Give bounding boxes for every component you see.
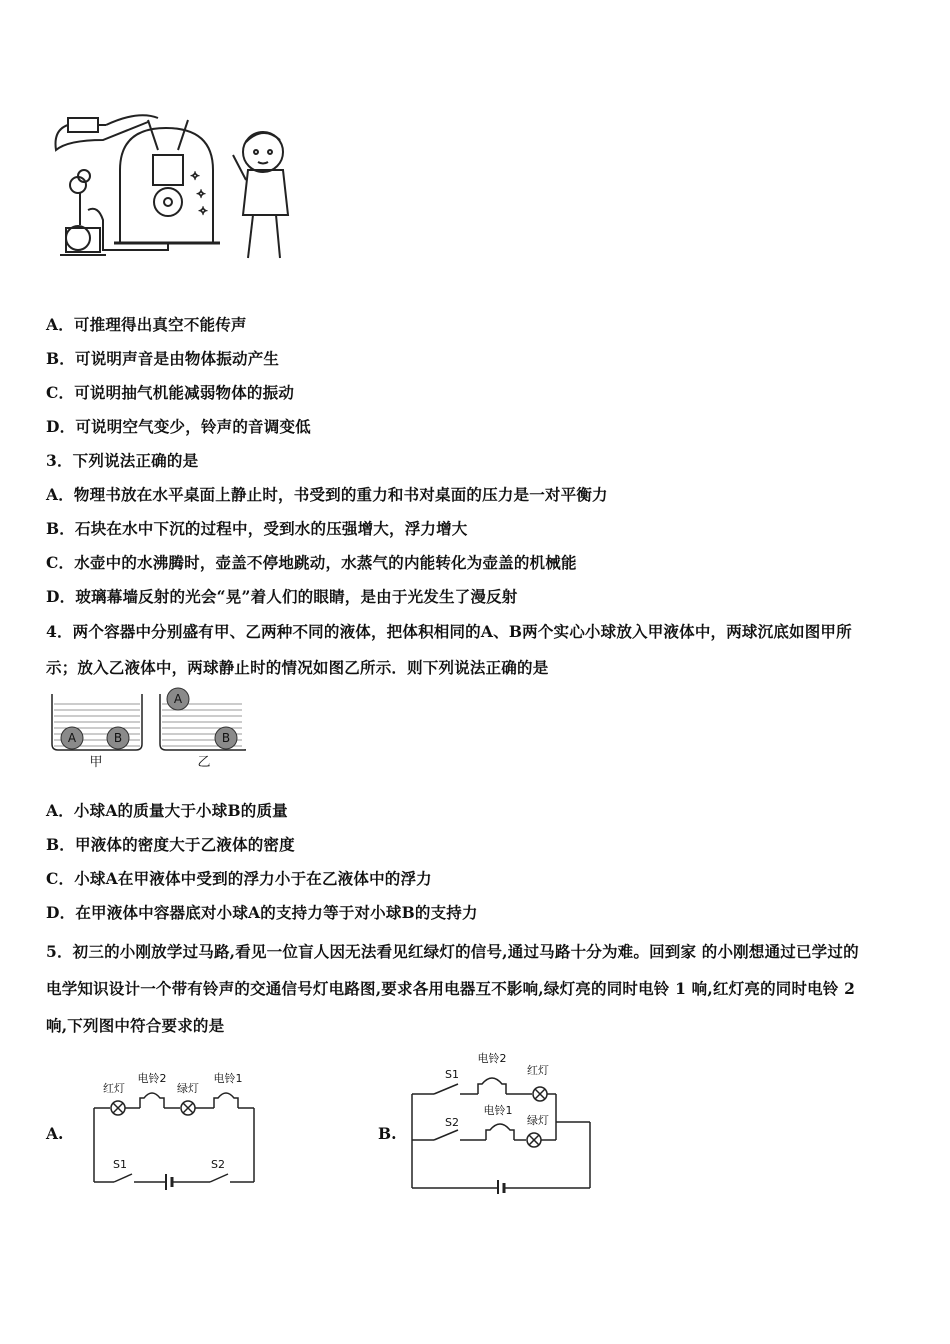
bell-jar-illustration xyxy=(48,110,300,270)
circuit-a-green-lamp-label: 绿灯 xyxy=(177,1082,199,1095)
circuit-b-s2-label: S2 xyxy=(445,1116,459,1129)
q4-option-a: A．小球A的质量大于小球B的质量 xyxy=(46,801,288,820)
circuit-b-s1-label: S1 xyxy=(445,1068,459,1081)
q5-option-b-label: B. xyxy=(378,1124,397,1143)
q4-option-b: B．甲液体的密度大于乙液体的密度 xyxy=(46,835,295,854)
q4-option-c: C．小球A在甲液体中受到的浮力小于在乙液体中的浮力 xyxy=(46,869,432,888)
circuit-a-bell1-label: 电铃1 xyxy=(213,1072,243,1085)
ball-b-jia-label: B xyxy=(113,731,123,745)
switch-b-s2-icon xyxy=(434,1130,458,1140)
circuit-a-red-lamp-label: 红灯 xyxy=(103,1082,125,1095)
q2-option-b: B．可说明声音是由物体振动产生 xyxy=(46,349,280,368)
circuit-a-s1-label: S1 xyxy=(113,1158,127,1171)
label-jia: 甲 xyxy=(89,755,103,770)
q4-stem-line1: 4．两个容器中分别盛有甲、乙两种不同的液体，把体积相同的A、B两个实心小球放入甲液体中，两球沉底如图甲所 xyxy=(46,622,852,641)
bell1-icon xyxy=(214,1093,238,1108)
bell2-b-icon xyxy=(478,1078,506,1094)
q5-stem-line3: 响,下列图中符合要求的是 xyxy=(46,1016,225,1035)
vacuum-pump xyxy=(66,226,90,250)
containers-figure xyxy=(46,684,246,770)
q2-option-c: C．可说明抽气机能减弱物体的振动 xyxy=(46,383,295,402)
svg-text:✧: ✧ xyxy=(198,204,209,218)
svg-text:✧: ✧ xyxy=(190,169,201,183)
q4-option-d: D．在甲液体中容器底对小球A的支持力等于对小球B的支持力 xyxy=(46,903,478,922)
ball-a-yi-label: A xyxy=(173,692,183,706)
bell2-icon xyxy=(140,1093,164,1108)
bell1-b-icon xyxy=(486,1124,514,1140)
q3-option-b: B．石块在水中下沉的过程中，受到水的压强增大，浮力增大 xyxy=(46,519,468,538)
q5-option-a-label: A. xyxy=(46,1124,64,1143)
q5-stem-line1: 5．初三的小刚放学过马路,看见一位盲人因无法看见红绿灯的信号,通过马路十分为难。回到家 的小刚想通过已学过的 xyxy=(46,942,859,961)
ball-b-yi-label: B xyxy=(221,731,231,745)
q4-stem-line2: 示；放入乙液体中，两球静止时的情况如图乙所示．则下列说法正确的是 xyxy=(46,658,549,677)
bell-icon xyxy=(154,188,182,216)
switch-s1-icon xyxy=(114,1174,132,1182)
svg-text:✧: ✧ xyxy=(196,187,207,201)
circuit-b xyxy=(406,1044,602,1194)
circuit-b-green-lamp-label: 绿灯 xyxy=(527,1114,549,1127)
switch-b-s1-icon xyxy=(434,1084,458,1094)
circuit-b-red-lamp-label: 红灯 xyxy=(527,1064,549,1077)
q3-option-a: A．物理书放在水平桌面上静止时，书受到的重力和书对桌面的压力是一对平衡力 xyxy=(46,485,608,504)
q2-option-d: D．可说明空气变少，铃声的音调变低 xyxy=(46,417,311,436)
circuit-a xyxy=(88,1062,268,1192)
circuit-b-bell2-label: 电铃2 xyxy=(477,1052,507,1065)
circuit-a-bell2-label: 电铃2 xyxy=(137,1072,167,1085)
circuit-a-s2-label: S2 xyxy=(211,1158,225,1171)
q3-stem: 3．下列说法正确的是 xyxy=(46,451,199,470)
circuit-b-bell1-label: 电铃1 xyxy=(483,1104,513,1117)
q3-option-c: C．水壶中的水沸腾时，壶盖不停地跳动，水蒸气的内能转化为壶盖的机械能 xyxy=(46,553,577,572)
switch-s2-icon xyxy=(210,1174,228,1182)
battery-box xyxy=(68,118,98,132)
ball-a-jia-label: A xyxy=(67,731,77,745)
q5-stem-line2: 电学知识设计一个带有铃声的交通信号灯电路图,要求各用电器互不影响,绿灯亮的同时电铃 1 响,红灯亮的同时电铃 2 xyxy=(46,979,856,998)
q2-option-a: A．可推理得出真空不能传声 xyxy=(46,315,247,334)
label-yi: 乙 xyxy=(197,755,211,770)
q3-option-d: D．玻璃幕墙反射的光会“晃”着人们的眼睛，是由于光发生了漫反射 xyxy=(46,587,518,606)
